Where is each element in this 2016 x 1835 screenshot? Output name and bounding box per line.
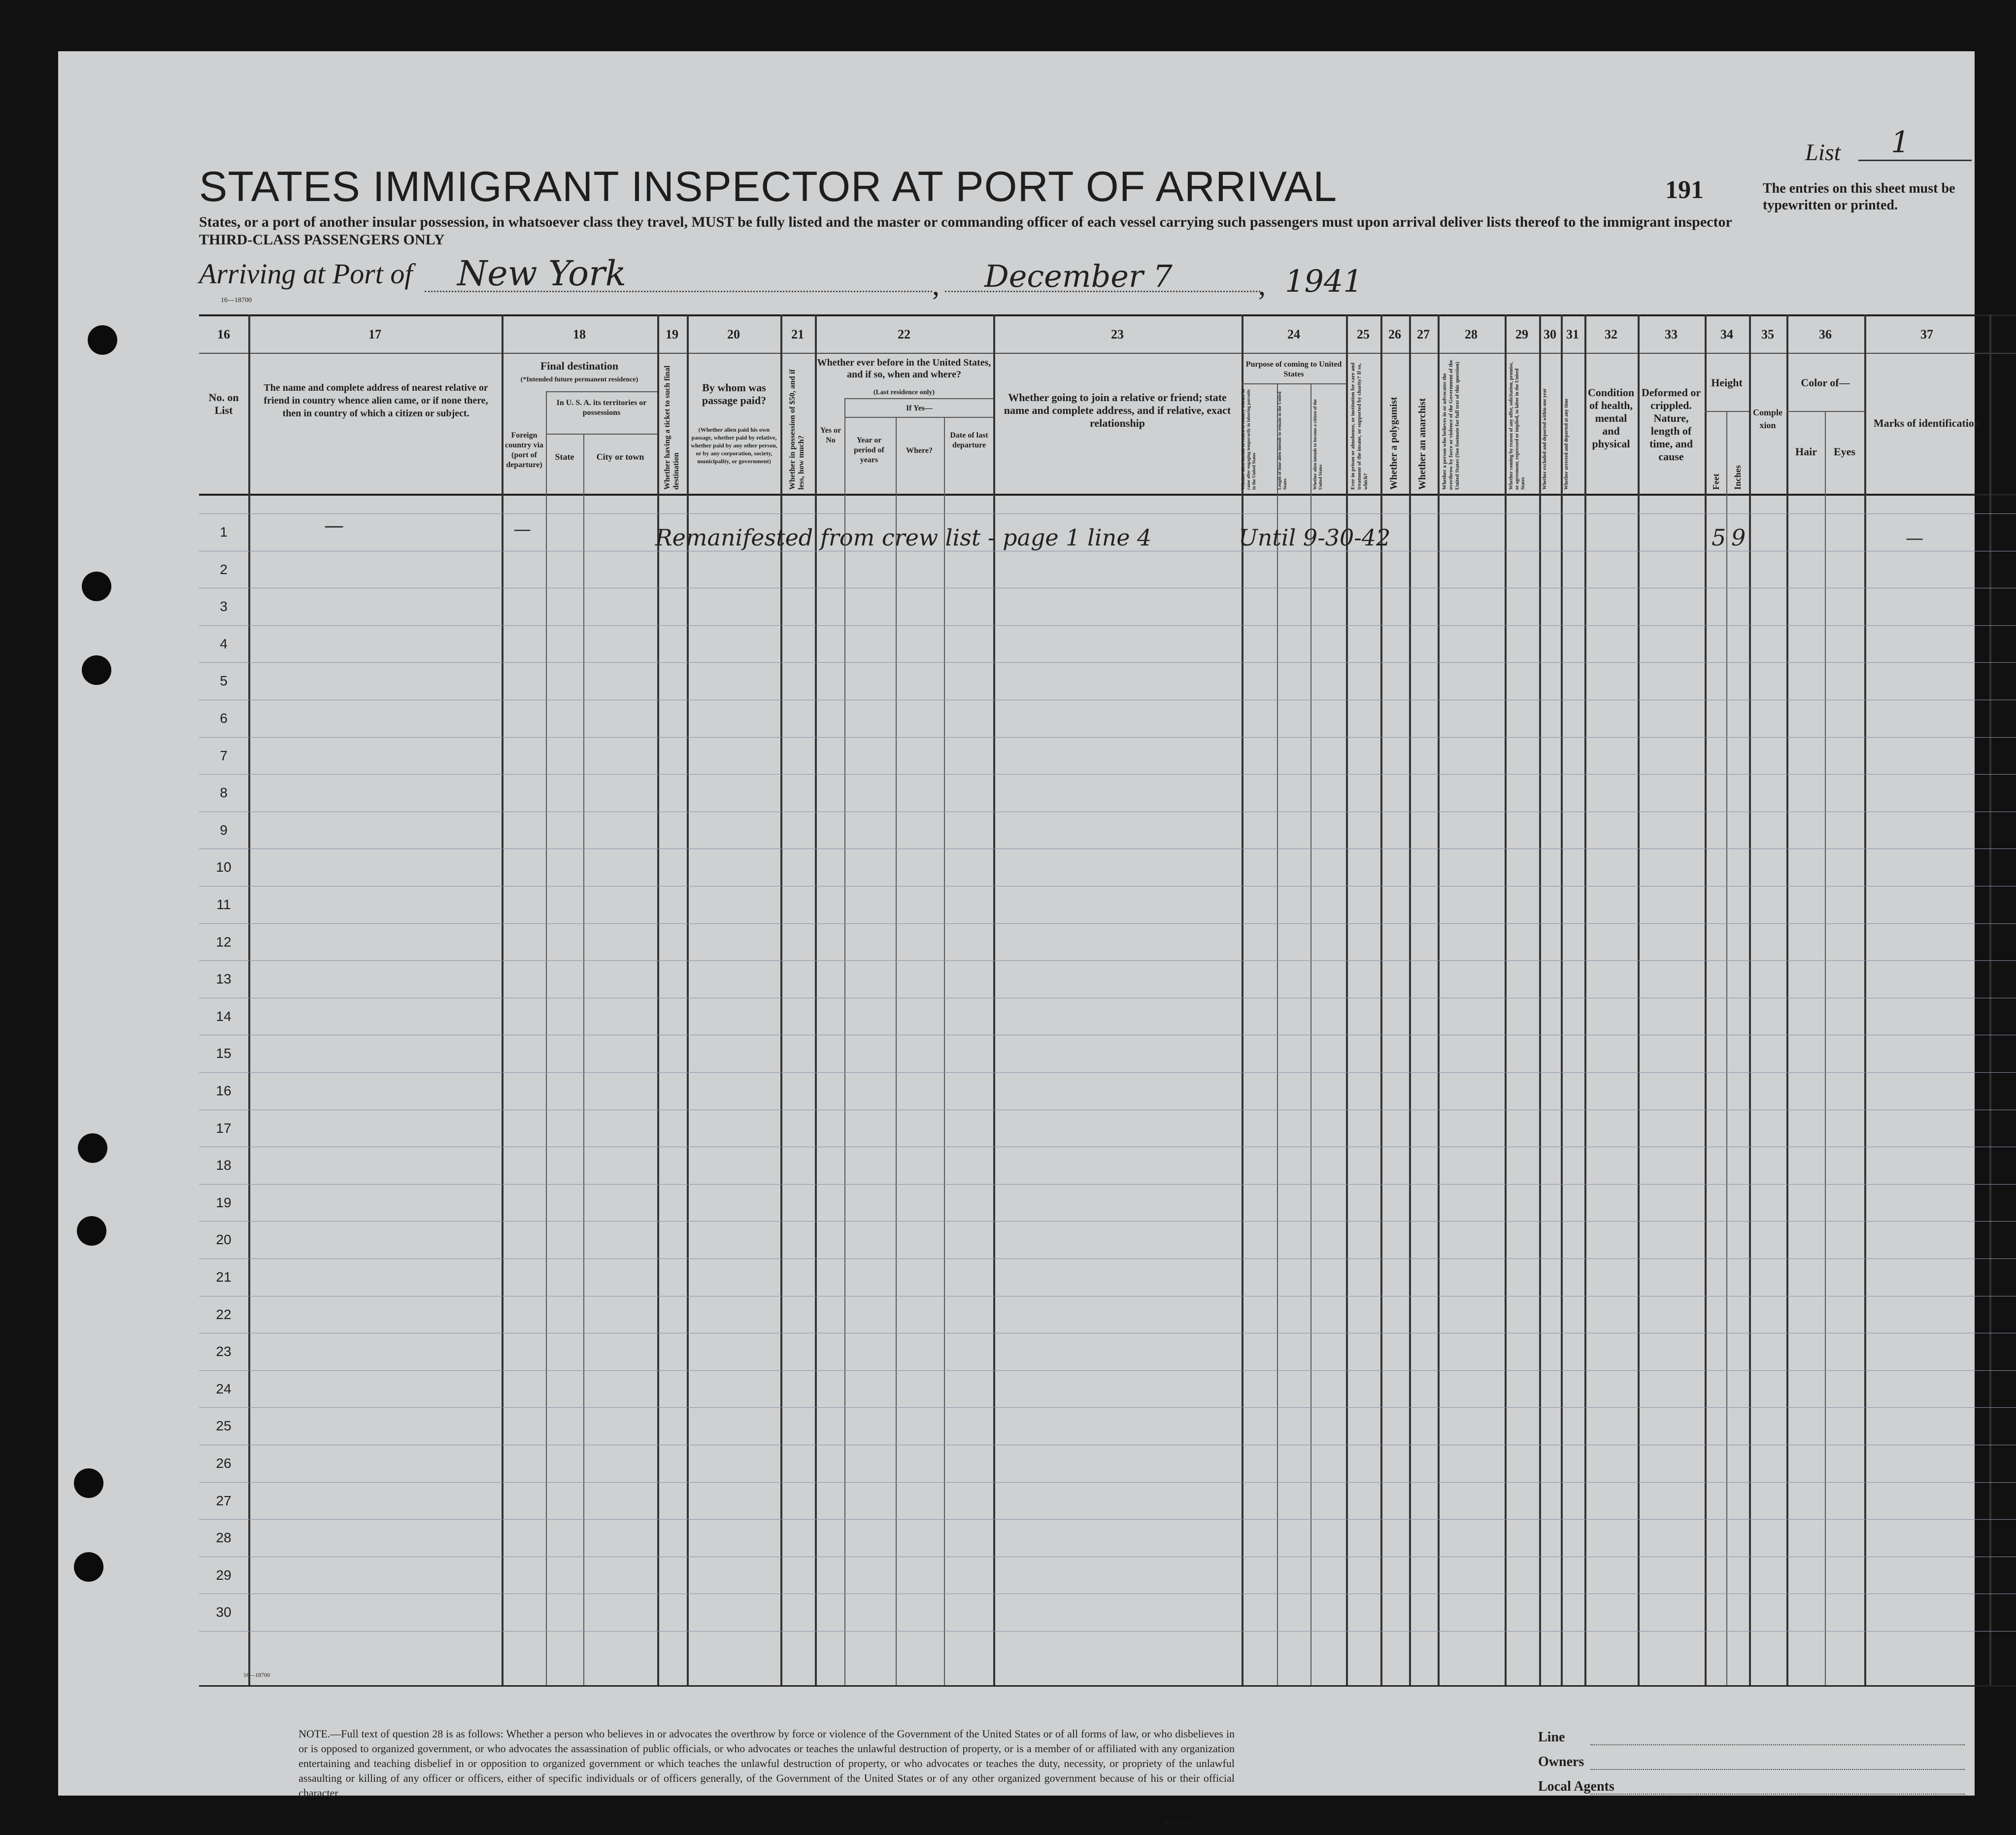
manifest-sheet [58,51,1981,1826]
header-final-destination-sub: (*Intended future permanent residence) [520,376,638,383]
header-inches: Inches [1733,465,1743,490]
row-number: 7 [220,748,228,763]
list-underline [1858,160,1972,161]
column-rule [1825,411,1826,1685]
header-ticket: Whether having a ticket to such final destination [663,365,680,490]
header-city: City or town [596,452,644,462]
colnum-17: 17 [369,327,381,341]
header-date-departure: Date of last departure [950,431,988,449]
column-number-rule [199,353,2016,354]
punch-hole [82,572,111,601]
row-rule [199,923,2016,924]
row-rule [199,1184,2016,1185]
row1-remanifested-note: Remanifested from crew list - page 1 line 4 [655,524,1152,551]
column-rule [1310,383,1311,1685]
header-divider [1242,383,1346,384]
page-title: STATES IMMIGRANT INSPECTOR AT PORT OF ARRIVAL [199,163,1338,210]
header-purpose: Purpose of coming to United States [1245,360,1342,378]
row-number: 19 [216,1195,232,1210]
comma-separator: , [932,269,940,301]
column-rule [1409,314,1411,1685]
punch-hole [74,1552,103,1582]
column-rule [687,314,689,1685]
colnum-30: 30 [1544,327,1556,341]
row-number: 25 [216,1418,232,1433]
header-anarchist: Whether an anarchist [1417,398,1428,490]
header-join-relative: Whether going to join a relative or friend; state name and complete address, and if relative, exact relationship [1004,391,1231,429]
row-rule [199,1519,2016,1520]
header-height: Height [1711,376,1743,389]
row1-length-of-stay: Until 9-30-42 [1239,524,1391,551]
grid-form-code: 16—18700 [243,1671,270,1678]
row-rule [199,513,2016,514]
header-divider [844,398,993,399]
colnum-21: 21 [791,327,804,341]
row-number: 28 [216,1530,232,1545]
row1-dash-foreign: — [513,519,531,540]
row-number: 29 [216,1567,232,1583]
header-ever-before: Whether ever before in the United States, and if so, when and where? [817,357,991,380]
row1-dash-relative: — [324,514,344,537]
punch-hole [88,325,117,355]
colnum-27: 27 [1417,327,1430,341]
header-purpose-b: Length of time alien intends to remain in the United States [1277,391,1287,490]
column-rule [1277,383,1278,1685]
header-marks: Marks of identification [1873,417,1981,429]
header-if-yes: If Yes— [906,404,933,412]
column-rule [944,417,945,1685]
header-overthrow: Whether a person who believes in or advocates the overthrow by force or violence of the Government of the United States (See footnote for full text of this question) [1442,360,1460,490]
header-arrested: Whether arrested and deported at any time [1564,398,1569,490]
row-number: 18 [216,1157,232,1173]
footer-form-code: 16—18700 [1164,1819,1190,1826]
row-number: 30 [216,1604,232,1620]
header-hair: Hair [1795,445,1817,458]
row-rule [199,662,2016,663]
header-polygamist: Whether a polygamist [1388,397,1399,490]
header-nearest-relative: The name and complete address of nearest relative or friend in country whence alien came, or if none there, then in country of which a citizen or subject. [264,382,488,419]
header-labor-offer: Whether coming by reason of any offer, solicitation, promise, or agreement, expressed or implied, to labor in the United States [1509,362,1526,490]
row-rule [199,625,2016,626]
row-number: 3 [220,599,228,614]
punch-hole [74,1468,103,1498]
column-rule [1786,314,1788,1685]
column-rule [1380,314,1382,1685]
colnum-24: 24 [1287,327,1300,341]
date-value: December 7 [984,258,1173,294]
row-number: 4 [220,636,228,651]
column-rule [1539,314,1541,1685]
column-rule [546,391,547,1685]
grid-top-rule [199,314,2016,316]
colnum-33: 33 [1665,327,1678,341]
header-prison: Ever in prison or almshouse, or institution for care and treatment of the insane, or supported by charity? If so, which? [1350,362,1369,490]
row-number: 8 [220,785,228,800]
punch-hole [77,1216,106,1246]
header-year-period: Year or period of years [854,436,884,464]
row-number: 16 [216,1083,232,1098]
row-number: 6 [220,711,228,726]
row-rule [199,1221,2016,1222]
list-label: List [1805,139,1841,166]
header-divider [1705,411,1749,412]
column-rule [1989,314,1991,1685]
column-rule [993,314,995,1685]
row-rule [199,1370,2016,1371]
colnum-32: 32 [1605,327,1617,341]
colnum-31: 31 [1566,327,1579,341]
column-rule [583,434,584,1685]
row-number: 9 [220,822,228,838]
column-rule [780,314,782,1685]
grid-bottom-rule [199,1685,2016,1687]
row-number: 5 [220,673,228,688]
header-fifty-dollars: Whether in possession of $50, and if less, how much? [788,369,806,490]
row-rule [199,774,2016,775]
local-agents-underline [1590,1794,1965,1795]
row-number: 17 [216,1121,232,1136]
row-rule [199,1482,2016,1483]
list-value: 1 [1891,125,1910,160]
header-purpose-c: Whether alien intends to become a citizen of the United States [1312,399,1323,490]
column-rule [248,314,250,1685]
header-color-of: Color of— [1801,376,1850,389]
header-divider [844,417,993,418]
arriving-label: Arriving at Port of [199,258,413,290]
line-label: Line [1538,1730,1565,1745]
row1-height-feet: 5 [1712,524,1726,551]
colnum-23: 23 [1111,327,1124,341]
header-state: State [555,452,574,462]
row-rule [199,1072,2016,1073]
row-number: 23 [216,1344,232,1359]
row-number: 12 [216,934,232,950]
colnum-25: 25 [1357,327,1370,341]
port-value: New York [457,253,626,294]
colnum-22: 22 [898,327,910,341]
header-in-usa: In U. S. A. its territories or possessions [556,399,647,417]
row-rule [199,1258,2016,1259]
row-number: 2 [220,562,228,577]
colnum-34: 34 [1720,327,1733,341]
header-excluded: Whether excluded and deported within one year [1542,388,1547,490]
column-rule [1584,314,1586,1685]
header-complexion: Complexion [1753,408,1782,430]
row-number: 13 [216,971,232,986]
row-number: 11 [216,897,231,912]
row-number: 15 [216,1046,232,1061]
column-rule [1864,314,1866,1685]
row-number: 14 [216,1009,232,1024]
header-feet: Feet [1711,474,1721,490]
column-rule [1726,411,1727,1685]
column-rule [1242,314,1243,1685]
colnum-29: 29 [1515,327,1528,341]
column-rule [1705,314,1707,1685]
line-underline [1590,1744,1965,1745]
local-agents-label: Local Agents [1538,1779,1614,1794]
comma-separator: , [1258,269,1266,301]
colnum-20: 20 [727,327,740,341]
header-divider [546,391,657,392]
colnum-26: 26 [1388,327,1401,341]
column-rule [1505,314,1507,1685]
column-rule [502,314,504,1685]
header-purpose-a: Whether alien intends to return to country whence he came after engaging temporarily in laboring pursuits in the United States [1241,388,1256,490]
row1-height-inches: 9 [1731,524,1746,551]
subtitle: States, or a port of another insular possession, in whatsoever class they travel, MUST be fully listed and the master or commanding officer of each vessel carrying such passengers must upon arrival deliver lists thereof to the immigrant inspector [199,214,1732,230]
column-rule [896,417,897,1685]
header-no-on-list: No. on List [208,391,239,416]
header-divider [1786,411,1864,412]
header-passage-paid: By whom was passage paid? [702,381,767,407]
entries-note: The entries on this sheet must be typewritten or printed. [1763,181,1955,213]
year-value: 1941 [1285,263,1363,299]
colnum-37: 37 [1920,327,1933,341]
subtitle-class: THIRD-CLASS PASSENGERS ONLY [199,232,445,248]
punch-hole [78,1133,107,1163]
header-final-destination: Final destination [540,360,619,372]
colnum-28: 28 [1465,327,1478,341]
row-number: 20 [216,1232,232,1247]
header-yes-no: Yes or No [820,426,841,444]
form-code: 16—18700 [221,297,252,304]
row-number: 21 [216,1269,232,1285]
column-rule [1346,314,1348,1685]
header-health: Condition of health, mental and physical [1587,386,1635,450]
row-number: 1 [220,524,228,540]
column-rule [1438,314,1440,1685]
header-bottom-rule [199,494,2016,496]
header-eyes: Eyes [1834,445,1855,458]
column-rule [815,314,817,1685]
row-number: 10 [216,859,232,875]
colnum-18: 18 [573,327,586,341]
header-divider [546,434,657,435]
header-where: Where? [906,446,933,455]
owners-underline [1590,1769,1965,1770]
colnum-35: 35 [1761,327,1774,341]
owners-label: Owners [1538,1754,1584,1769]
row-number: 27 [216,1493,232,1508]
row-rule [199,1407,2016,1408]
header-ever-before-sub: (Last residence only) [873,389,935,396]
row-rule [199,960,2016,961]
row1-dash-marks: — [1906,528,1923,548]
column-rule [1561,314,1563,1685]
header-passage-paid-sub: (Whether alien paid his own passage, whether paid by relative, whether paid by any other person, or by any corporation, society, municipality, or government) [691,426,777,465]
row-rule [199,737,2016,738]
page-number: 191 [1665,176,1704,204]
header-foreign-country: Foreign country via (port of departure) [505,431,543,469]
row-number: 22 [216,1307,232,1322]
header-deformed: Deformed or crippled. Nature, length of time, and cause [1641,386,1701,463]
colnum-16: 16 [217,327,230,341]
column-rule [1638,314,1640,1685]
footnote-question-28: NOTE.—Full text of question 28 is as follows: Whether a person who believes in or advocates the overthrow by force or violence of the Government of the United States or of all forms of law, or who disbelieves in or is opposed to organized government, or who advocates the assassination of public officials, or who advocates or teaches the unlawful destruction of property, or is a member of or affiliated with any organization entertaining and teaching disbelief in or opposition to organized government or which teaches the unlawful destruction of property, or who advocates or teaches the duty, necessity, or propriety of the unlawful assaulting or killing of any officer or officers, either of specific individuals or of officers generally, of the Government of the United States or of any other organized government because of his or their official character. [299,1728,1235,1799]
punch-hole [82,655,111,685]
colnum-19: 19 [666,327,678,341]
row-number: 26 [216,1456,232,1471]
column-rule [1749,314,1751,1685]
column-rule [844,398,845,1685]
row-number: 24 [216,1381,232,1396]
column-rule [657,314,659,1685]
colnum-36: 36 [1819,327,1832,341]
